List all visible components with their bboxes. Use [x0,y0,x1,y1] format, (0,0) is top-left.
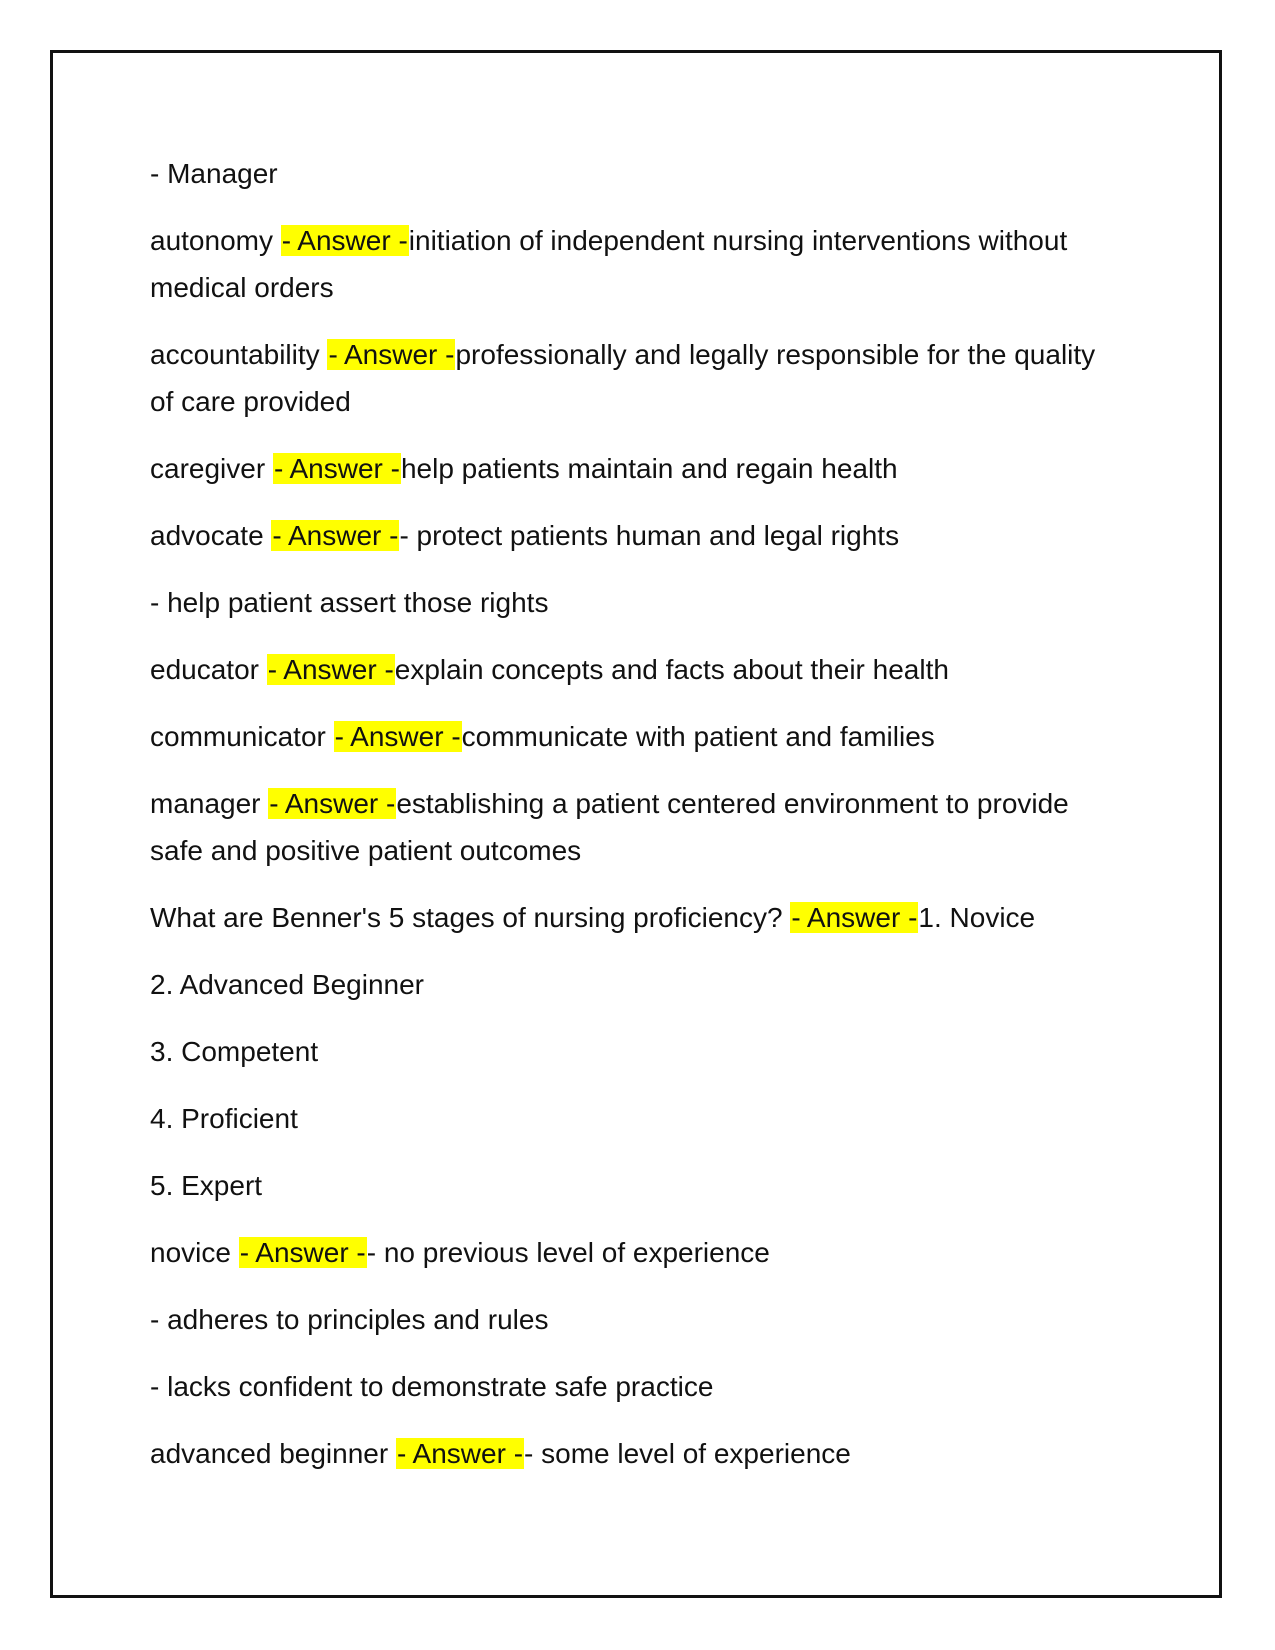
text-line [150,1028,1110,1075]
flashcard-line [150,331,1110,425]
term: caregiver [150,453,273,484]
definition: explain concepts and facts about their health [394,654,949,685]
definition: - adheres to principles and rules [150,1304,549,1335]
term: autonomy [150,225,281,256]
flashcard-line [150,512,1110,559]
flashcard-line [150,780,1110,874]
flashcard-line [150,1229,1110,1276]
answer-marker: - Answer - [273,453,400,484]
definition: 2. Advanced Beginner [150,969,424,1000]
text-line [150,1095,1110,1142]
definition: establishing a patient centered environment to provide safe and positive patient outcomes [150,788,1069,866]
text-line [150,150,1110,197]
definition: professionally and legally responsible for the quality of care provided [150,339,1096,417]
definition: - lacks confident to demonstrate safe practice [150,1371,714,1402]
document-body [150,150,1110,1497]
definition: - protect patients human and legal rights [399,520,900,551]
answer-marker: - Answer - [272,520,399,551]
answer-marker: - Answer - [267,654,394,685]
answer-marker: - Answer - [239,1237,366,1268]
text-line [150,961,1110,1008]
term: manager [150,788,269,819]
definition: - help patient assert those rights [150,587,549,618]
definition: help patients maintain and regain health [400,453,898,484]
term: educator [150,654,267,685]
flashcard-line [150,445,1110,492]
term: communicator [150,721,334,752]
term: What are Benner's 5 stages of nursing proficiency? [150,902,791,933]
definition: communicate with patient and families [461,721,935,752]
answer-marker: - Answer - [281,225,408,256]
flashcard-line [150,646,1110,693]
answer-marker: - Answer - [791,902,918,933]
definition: - Manager [150,158,278,189]
text-line [150,1363,1110,1410]
text-line [150,579,1110,626]
flashcard-line [150,894,1110,941]
flashcard-line [150,217,1110,311]
text-line [150,1162,1110,1209]
term: novice [150,1237,239,1268]
answer-marker: - Answer - [328,339,455,370]
answer-marker: - Answer - [334,721,461,752]
term: accountability [150,339,328,370]
definition: - some level of experience [524,1438,851,1469]
text-line [150,1296,1110,1343]
term: advocate [150,520,272,551]
answer-marker: - Answer - [269,788,396,819]
definition: 5. Expert [150,1170,263,1201]
definition: 4. Proficient [150,1103,298,1134]
answer-marker: - Answer - [396,1438,524,1469]
term: advanced beginner [150,1438,396,1469]
definition: 1. Novice [918,902,1036,933]
definition: 3. Competent [150,1036,319,1067]
flashcard-line [150,1430,1110,1477]
definition: - no previous level of experience [366,1237,770,1268]
definition: initiation of independent nursing interventions without medical orders [150,225,1068,303]
flashcard-line [150,713,1110,760]
